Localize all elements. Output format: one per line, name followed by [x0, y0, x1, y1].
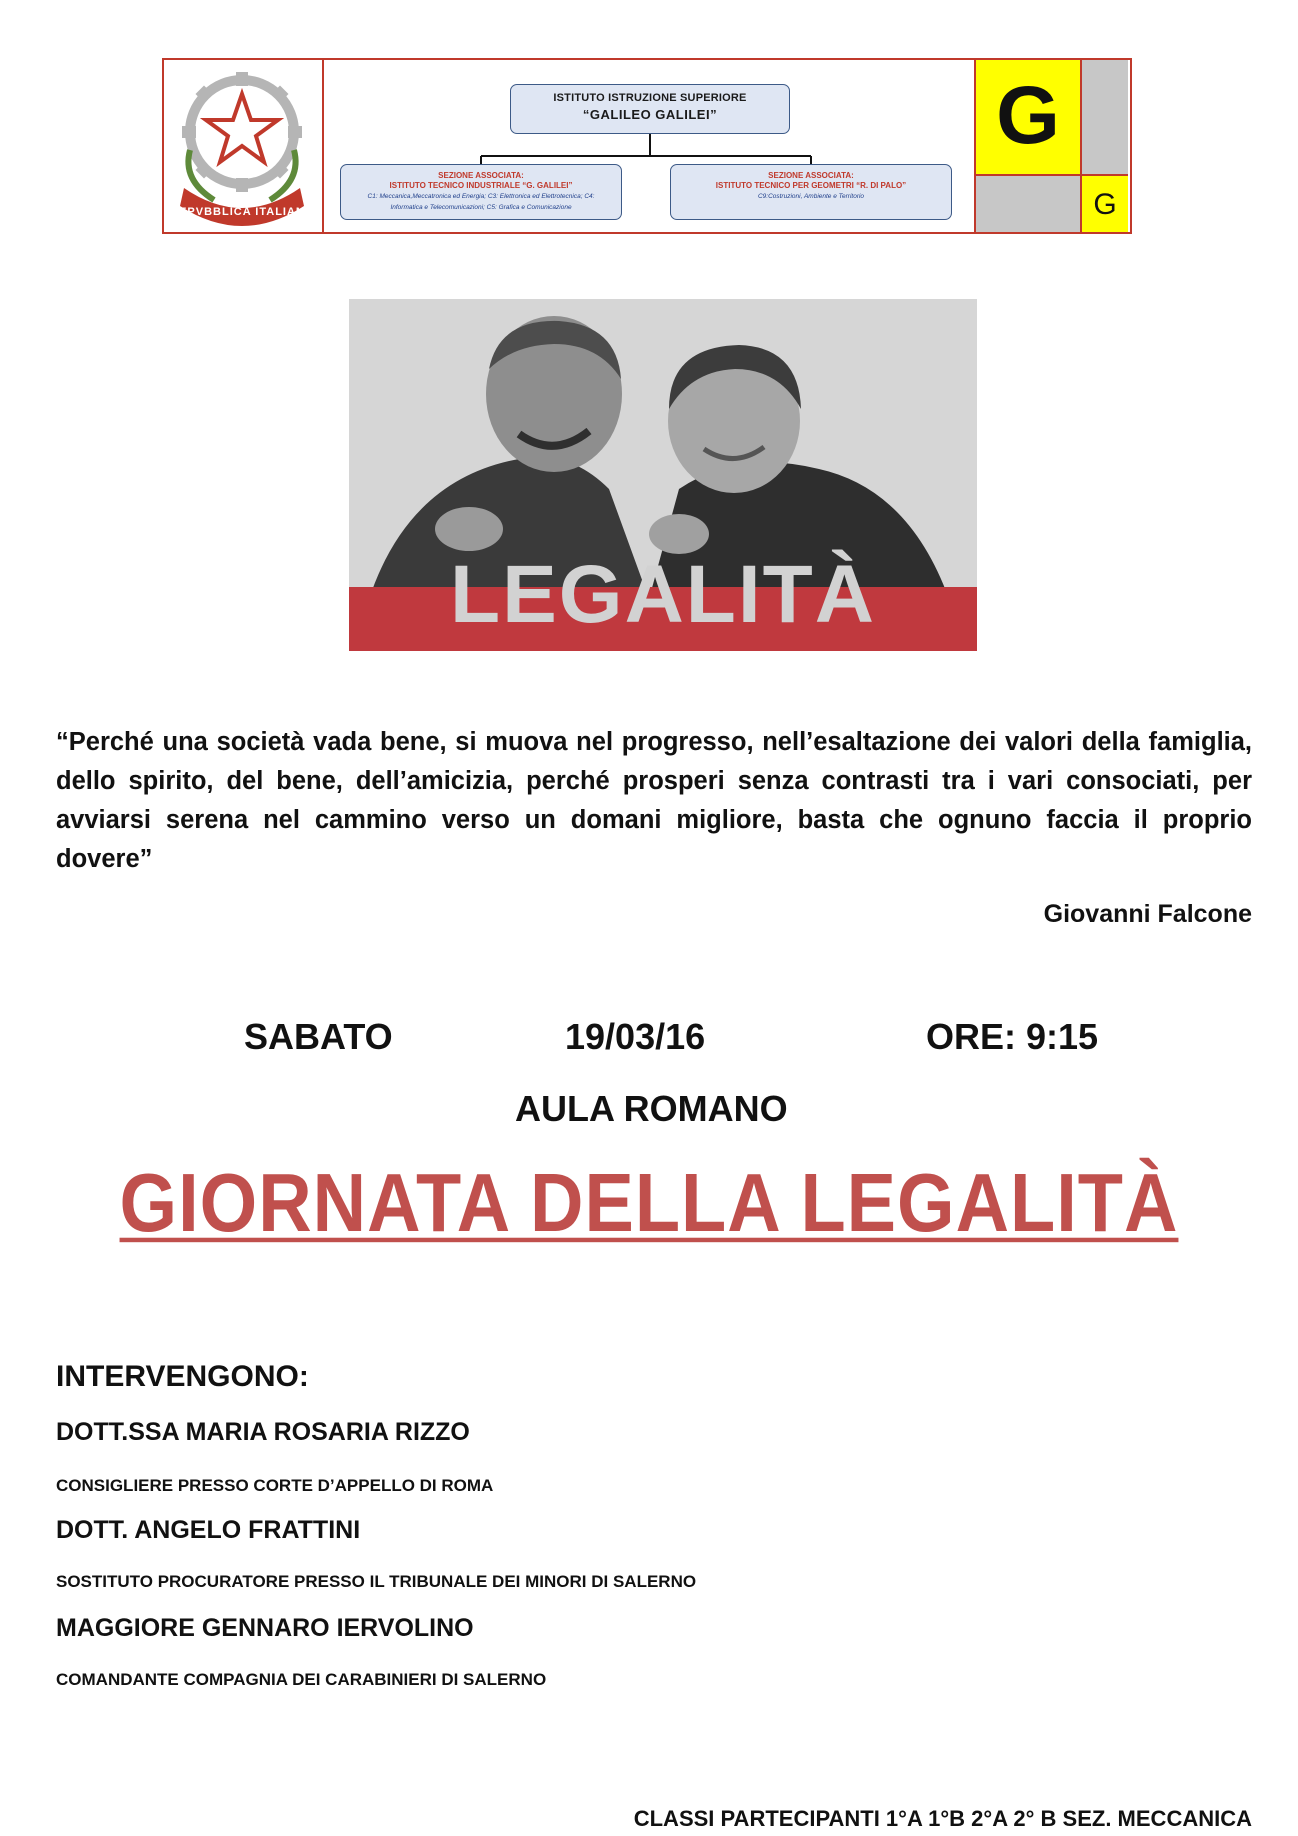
event-date: 19/03/16 [565, 1016, 706, 1057]
falcone-quote: “Perché una società vada bene, si muova nel progresso, nell’esaltazione dei valori della famiglia, dello spirito, del bene, dell’amicizia, perché prosperi senza contrasti tra i vari consociati, per avviarsi serena nel cammino verso un domani migliore, basta che ognuno faccia il proprio dovere” [56, 728, 1252, 873]
section-name: ISTITUTO TECNICO INDUSTRIALE “G. GALILEI” [389, 181, 573, 190]
emblem-ribbon-text: REPVBBLICA ITALIANA [170, 206, 314, 218]
speaker-name: DOTT. ANGELO FRATTINI [56, 1516, 361, 1544]
institute-box [510, 84, 790, 134]
quote-author: Giovanni Falcone [1043, 900, 1252, 928]
event-title [0, 1155, 1298, 1249]
event-title-text: GIORNATA DELLA LEGALITÀ [119, 1155, 1179, 1249]
section-name: ISTITUTO TECNICO PER GEOMETRI “R. DI PALO” [715, 181, 907, 190]
gg-logo [974, 60, 1130, 232]
section-label: SEZIONE ASSOCIATA: [768, 171, 854, 180]
event-room: AULA ROMANO [515, 1088, 788, 1129]
event-time: ORE: 9:15 [926, 1016, 1099, 1057]
speaker-name: MAGGIORE GENNARO IERVOLINO [56, 1614, 474, 1642]
section-box-surveyors [670, 164, 952, 220]
org-chart [324, 60, 974, 232]
logo-gray-square [976, 174, 1080, 232]
speaker-role: COMANDANTE COMPAGNIA DEI CARABINIERI DI SALERNO [56, 1670, 547, 1689]
logo-big-square [976, 60, 1080, 174]
republic-emblem-icon [164, 60, 320, 232]
logo-small-letter: G [1093, 188, 1117, 221]
school-header [162, 58, 1132, 234]
logo-big-letter: G [996, 70, 1060, 161]
institute-line1: ISTITUTO ISTRUZIONE SUPERIORE [553, 92, 747, 104]
logo-small-square [1080, 174, 1128, 232]
section-label: SEZIONE ASSOCIATA: [438, 171, 524, 180]
participating-classes: CLASSI PARTECIPANTI 1°A 1°B 2°A 2° B SEZ. MECCANICA [633, 1806, 1252, 1831]
speaker-role: CONSIGLIERE PRESSO CORTE D’APPELLO DI ROMA [56, 1476, 494, 1495]
speaker-role: SOSTITUTO PROCURATORE PRESSO IL TRIBUNALE DEI MINORI DI SALERNO [56, 1572, 697, 1591]
section-courses: Informatica e Telecomunicazioni; C5: Grafica e Comunicazione [390, 204, 572, 211]
section-box-industrial [340, 164, 622, 220]
event-day: SABATO [244, 1016, 393, 1057]
legality-photo [349, 299, 977, 651]
photo-caption: LEGALITÀ [450, 549, 876, 640]
section-courses: C1: Meccanica,Meccatronica ed Energia; C3: Elettronica ed Elettrotecnica; C4: [367, 193, 595, 200]
speakers-heading: INTERVENGONO: [56, 1360, 309, 1393]
emblem-cell [164, 60, 324, 232]
institute-name: “GALILEO GALILEI” [582, 107, 718, 122]
logo-gray-square [1080, 60, 1128, 174]
section-courses: C9:Costruzioni, Ambiente e Territorio [757, 193, 865, 200]
speaker-name: DOTT.SSA MARIA ROSARIA RIZZO [56, 1418, 470, 1446]
